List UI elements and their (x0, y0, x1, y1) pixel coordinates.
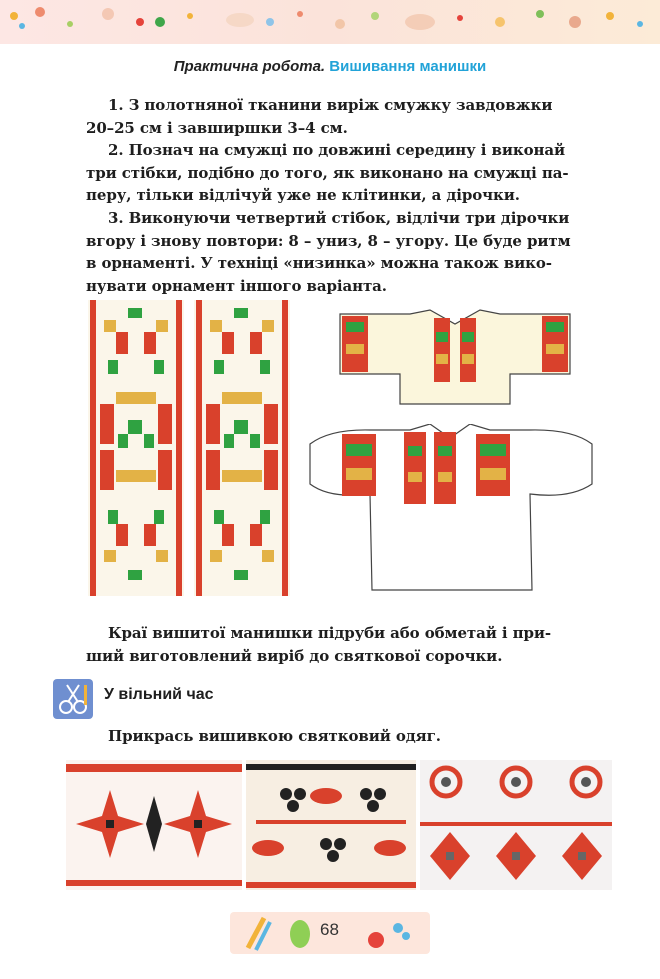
step-2-line-1: 2. Познач на смужці по довжині середину і виконай (108, 141, 566, 159)
decorative-top-border (0, 0, 660, 44)
floral-border-icon (0, 0, 660, 44)
step-1-line-2: 20–25 см і завширшки 3–4 см. (86, 118, 348, 137)
embroidery-sample-grapes (246, 760, 416, 890)
finishing-line-2: ший виготовлений виріб до святкової сорочки. (86, 646, 503, 665)
page-number: 68 (320, 920, 339, 939)
embroidery-samples (66, 760, 612, 890)
embroidery-sample-stars (66, 760, 242, 890)
step-3-line-3: в орнаменті. У техніці «низинка» можна також вико- (86, 254, 552, 272)
heading-prefix: Практична робота. (173, 58, 326, 75)
ornament-band-left (88, 300, 184, 596)
practical-work-heading (0, 58, 660, 75)
step-2-line-3: перу, тільки відлічуй уже не клітинки, а дірочки. (86, 186, 520, 204)
ornament-band-right (194, 300, 290, 596)
step-2-line-2: три стібки, подібно до того, як виконано на смужці па- (86, 163, 569, 182)
step-1-line-1: 1. З полотняної тканини виріж смужку завдовжки (108, 96, 553, 114)
leisure-task (86, 725, 606, 748)
heading-title: Вишивання манишки (329, 58, 487, 75)
leisure-task-text: Прикрась вишивкою святковий одяг. (108, 727, 441, 745)
step-3-line-2: вгору і знову повтори: 8 – униз, 8 – угору. Це буде ритм (86, 231, 571, 250)
embroidery-sample-rosettes (420, 760, 612, 890)
step-2 (86, 139, 606, 207)
leisure-title: У вільний час (104, 686, 214, 703)
step-1 (86, 94, 606, 139)
shirt-illustration-top (310, 304, 600, 408)
step-3 (86, 207, 606, 297)
embroidery-figures (88, 300, 603, 600)
finishing-line-1: Краї вишитої манишки підруби або обметай і при- (108, 624, 551, 642)
shirt-illustration-bottom (300, 424, 600, 594)
finishing-instruction (86, 622, 612, 667)
scissors-needle-icon (53, 679, 93, 719)
step-3-line-1: 3. Виконуючи четвертий стібок, відлічи три дірочки (108, 209, 570, 227)
step-3-line-4: нувати орнамент іншого варіанта. (86, 276, 387, 295)
